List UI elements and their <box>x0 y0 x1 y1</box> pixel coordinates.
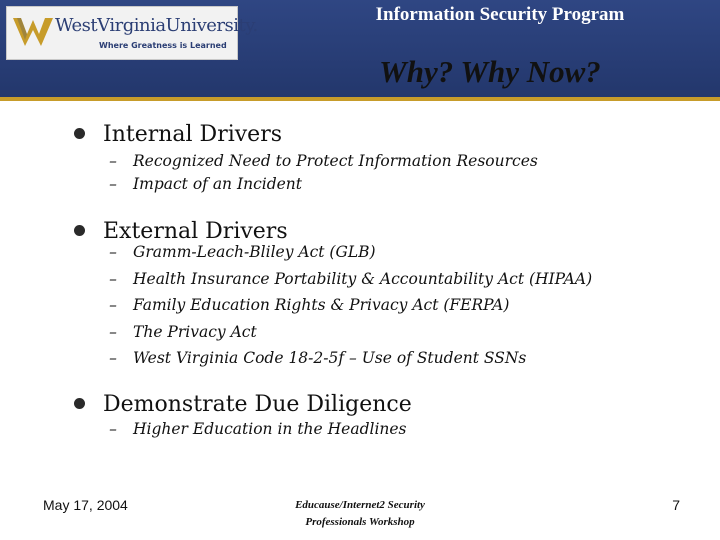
bullet-heading: Demonstrate Due Diligence <box>103 392 412 417</box>
dash-marker: – <box>109 349 117 367</box>
program-title: Information Security Program <box>375 4 625 25</box>
bullet-heading: Internal Drivers <box>103 122 282 147</box>
sub-item-text: Impact of an Incident <box>133 175 303 193</box>
footer-event-line1: Educause/Internet2 Security <box>295 499 425 511</box>
bullet-heading: External Drivers <box>103 219 288 244</box>
dash-marker: – <box>109 270 117 288</box>
sub-item-text: Gramm-Leach-Bliley Act (GLB) <box>133 243 376 261</box>
sub-item-text: West Virginia Code 18-2-5f – Use of Student SSNs <box>133 349 527 367</box>
dash-marker: – <box>109 296 117 314</box>
logo-tagline: Where Greatness is Learned <box>99 41 227 50</box>
sub-item-text: The Privacy Act <box>133 323 257 341</box>
bullet-dot-icon <box>74 128 85 139</box>
flying-wv-icon <box>13 16 53 48</box>
sub-item-text: Health Insurance Portability & Accountability Act (HIPAA) <box>133 270 593 288</box>
header-gold-rule <box>0 97 720 101</box>
dash-marker: – <box>109 420 117 438</box>
sub-item-text: Recognized Need to Protect Information Resources <box>133 152 538 170</box>
page-number: 7 <box>672 497 680 513</box>
dash-marker: – <box>109 175 117 193</box>
dash-marker: – <box>109 152 117 170</box>
footer-event <box>230 497 490 531</box>
footer-date: May 17, 2004 <box>43 497 128 513</box>
dash-marker: – <box>109 243 117 261</box>
footer-event-line2: Professionals Workshop <box>305 516 415 528</box>
dash-marker: – <box>109 323 117 341</box>
slide-title: Why? Why Now? <box>379 54 601 89</box>
bullet-dot-icon <box>74 225 85 236</box>
sub-item-text: Family Education Rights & Privacy Act (FERPA) <box>133 296 510 314</box>
wvu-logo <box>6 6 258 60</box>
bullet-dot-icon <box>74 398 85 409</box>
logo-wordmark: WestVirginiaUniversity. <box>55 15 258 36</box>
sub-item-text: Higher Education in the Headlines <box>133 420 407 438</box>
